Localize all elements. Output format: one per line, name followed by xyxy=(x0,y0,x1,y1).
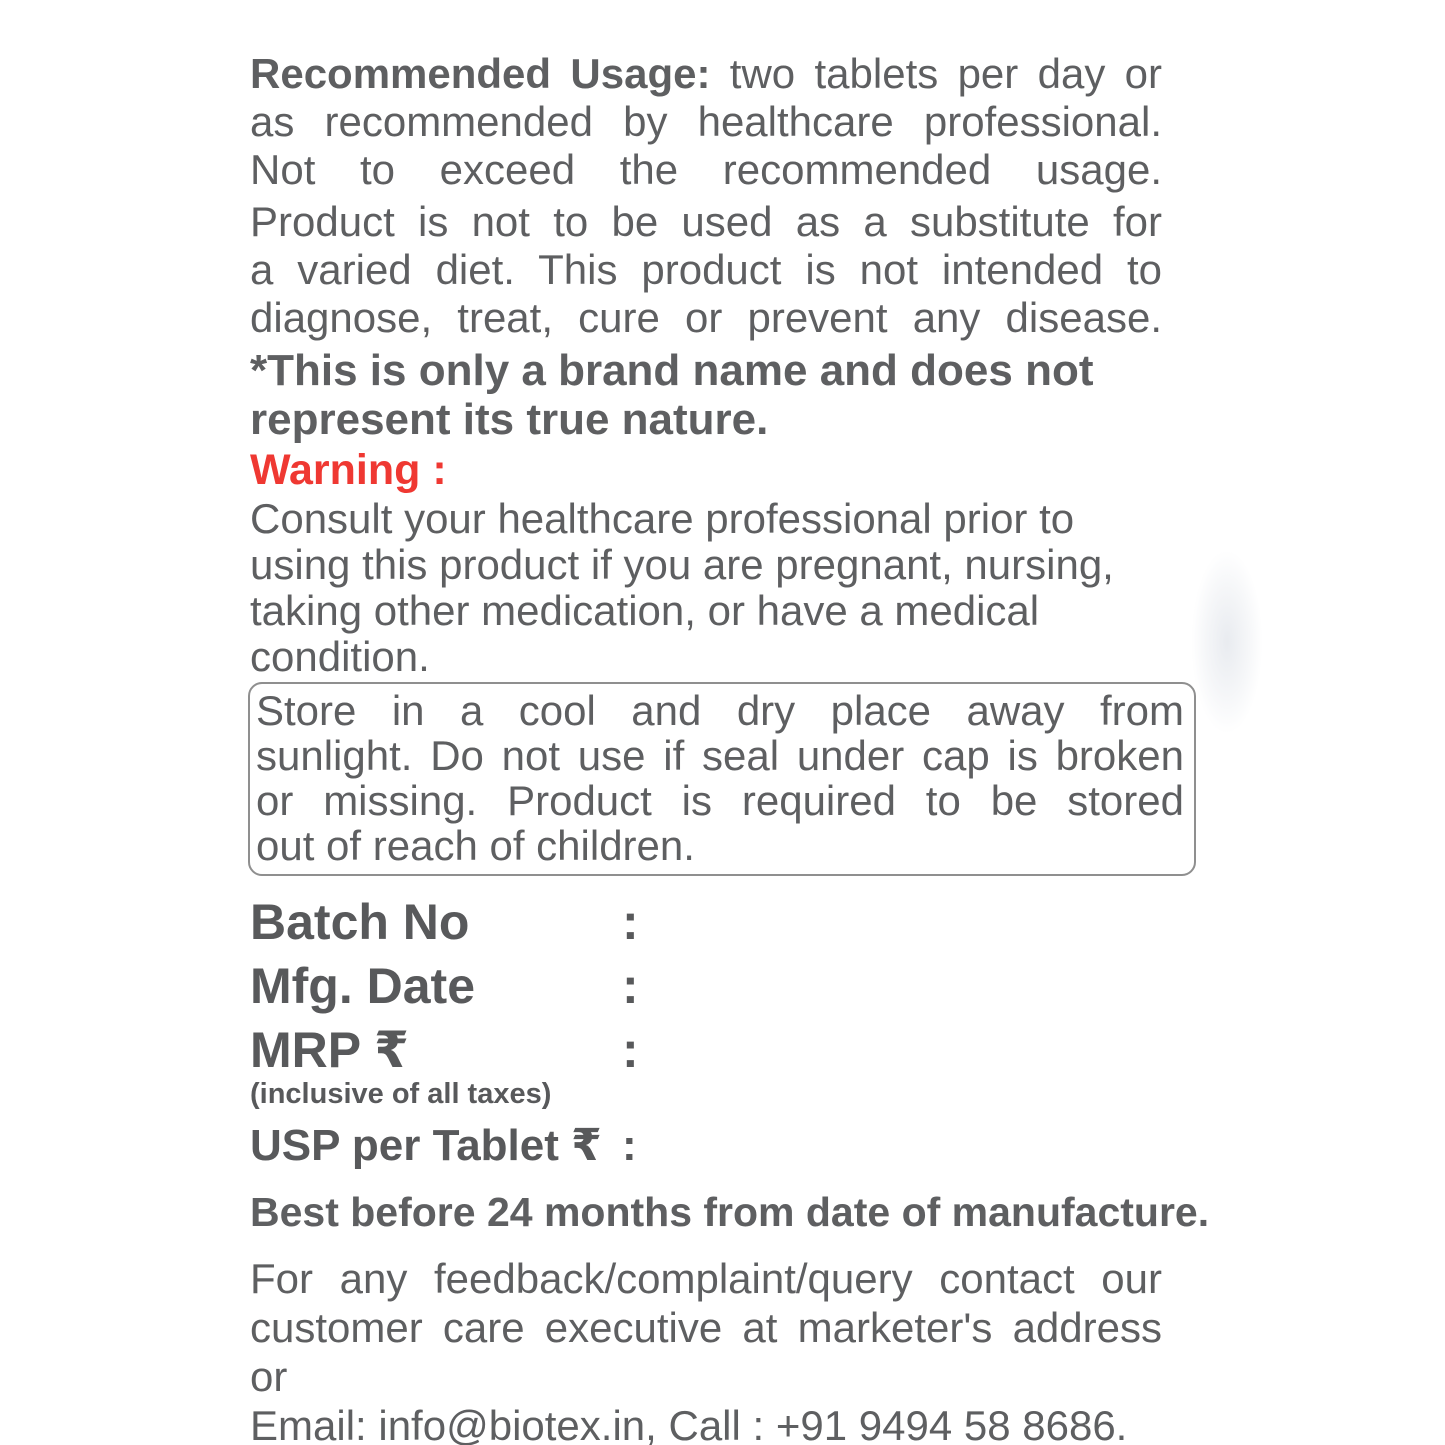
warning-paragraph xyxy=(250,496,1162,680)
contact-line-3: Email: info@biotex.in, Call : +91 9494 58 8686. xyxy=(250,1402,1128,1445)
storage-line-2: sunlight. Do not use if seal under cap is broken xyxy=(256,732,1184,779)
disclaimer-paragraph xyxy=(250,198,1162,342)
brand-note xyxy=(250,346,1162,444)
brand-note-line-2: represent its true nature. xyxy=(250,395,769,444)
batch-no-colon: : xyxy=(622,894,639,950)
contact-paragraph xyxy=(250,1254,1162,1445)
label-content xyxy=(250,50,1210,1445)
mfg-date-row xyxy=(250,954,1162,1018)
usage-line-3: Not to exceed the recommended usage. xyxy=(250,146,1162,193)
warning-heading: Warning : xyxy=(250,446,447,494)
usp-colon: : xyxy=(622,1121,637,1170)
storage-instructions-box xyxy=(248,682,1196,876)
disclaimer-line-2: a varied diet. This product is not intended to xyxy=(250,246,1162,293)
mrp-tax-note: (inclusive of all taxes) xyxy=(250,1078,552,1110)
usp-label: USP per Tablet ₹ xyxy=(250,1121,602,1170)
mrp-row xyxy=(250,1018,1162,1082)
mfg-date-label: Mfg. Date xyxy=(250,958,475,1014)
best-before-note: Best before 24 months from date of manufacture. xyxy=(250,1189,1210,1235)
usage-line-1-rest: two tablets per day or xyxy=(710,50,1163,97)
disclaimer-line-1: Product is not to be used as a substitute for xyxy=(250,198,1162,245)
storage-line-4: out of reach of children. xyxy=(256,822,695,869)
mrp-colon: : xyxy=(622,1022,639,1078)
contact-line-1: For any feedback/complaint/query contact our xyxy=(250,1255,1162,1302)
usage-line-2: as recommended by healthcare professional. xyxy=(250,98,1162,145)
usage-line-1 xyxy=(250,50,1162,98)
warning-line-4: condition. xyxy=(250,633,430,680)
brand-note-line-1: *This is only a brand name and does not xyxy=(250,346,1094,395)
mrp-label: MRP ₹ xyxy=(250,1022,409,1078)
usp-row xyxy=(250,1120,1162,1172)
contact-line-2: customer care executive at marketer's address or xyxy=(250,1304,1162,1400)
storage-line-1: Store in a cool and dry place away from xyxy=(256,687,1184,734)
warning-line-1: Consult your healthcare professional prior to xyxy=(250,495,1075,542)
scan-smudge-artifact xyxy=(1192,552,1262,732)
warning-line-2: using this product if you are pregnant, nursing, xyxy=(250,541,1114,588)
field-rows xyxy=(250,890,1162,1172)
batch-no-row xyxy=(250,890,1162,954)
usage-heading: Recommended Usage: xyxy=(250,50,711,97)
batch-no-label: Batch No xyxy=(250,894,470,950)
mfg-date-colon: : xyxy=(622,958,639,1014)
storage-line-3: or missing. Product is required to be stored xyxy=(256,777,1184,824)
disclaimer-line-3: diagnose, treat, cure or prevent any disease. xyxy=(250,294,1162,341)
warning-line-3: taking other medication, or have a medical xyxy=(250,587,1040,634)
usage-paragraph xyxy=(250,50,1162,194)
